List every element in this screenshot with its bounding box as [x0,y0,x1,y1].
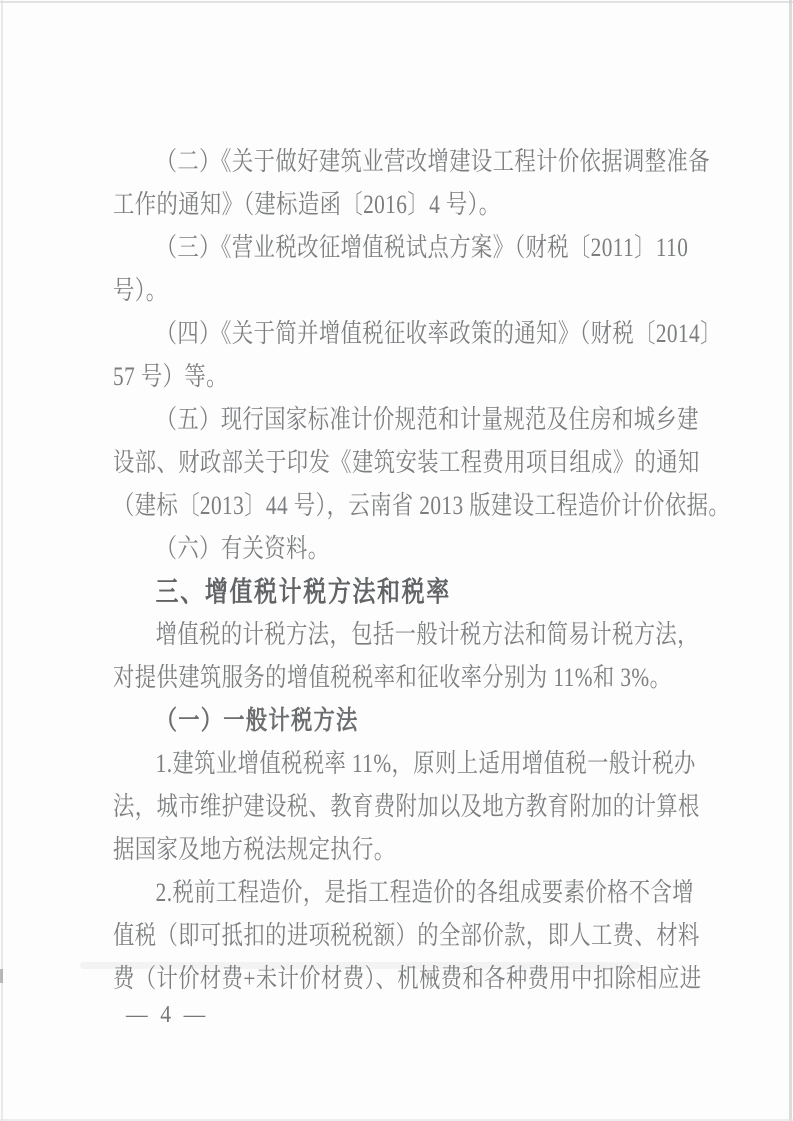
text-line: （三）《营业税改征增值税试点方案》（财税〔2011〕110 [155,233,689,262]
text-line: 号）。 [113,276,168,305]
text-line: 对提供建筑服务的增值税税率和征收率分别为 11%和 3%。 [113,663,672,692]
section-heading: 三、增值税计税方法和税率 [155,576,451,607]
scan-edge-left [1,0,3,1121]
text-line: 法，城市维护建设税、教育费附加以及地方教育附加的计算根 [113,792,700,821]
text-line: 值税（即可抵扣的进项税税额）的全部价款，即人工费、材料 [113,921,700,950]
text-line: 2.税前工程造价，是指工程造价的各组成要素价格不含增 [155,878,694,907]
page-number: — 4 — [126,1002,209,1028]
subsection-heading: （一）一般计税方法 [155,706,359,735]
document-body [113,140,753,1000]
text-line: 工作的通知》（建标造函〔2016〕4 号）。 [113,190,501,219]
text-line: （六）有关资料。 [155,534,330,563]
text-line: （二）《关于做好建筑业营改增建设工程计价依据调整准备 [155,147,710,176]
text-line: 增值税的计税方法，包括一般计税方法和简易计税方法， [155,620,699,649]
text-line: 设部、财政部关于印发《建筑安装工程费用项目组成》的通知 [113,448,700,477]
scan-edge-mark [0,969,3,983]
text-line: 1.建筑业增值税税率 11%，原则上适用增值税一般计税办 [155,749,696,778]
text-line: 据国家及地方税法规定执行。 [113,835,396,864]
text-line: （建标〔2013〕44 号），云南省 2013 版建设工程造价计价依据。 [113,491,731,520]
text-line: （四）《关于简并增值税征收率政策的通知》（财税〔2014〕 [155,319,722,348]
text-line: （五）现行国家标准计价规范和计量规范及住房和城乡建 [155,405,699,434]
text-line: 57 号）等。 [113,362,228,391]
text-line: 费（计价材费+未计价材费）、机械费和各种费用中扣除相应进 [113,964,702,993]
scan-edge-right [789,0,792,1121]
scan-edge-top [0,1,793,3]
